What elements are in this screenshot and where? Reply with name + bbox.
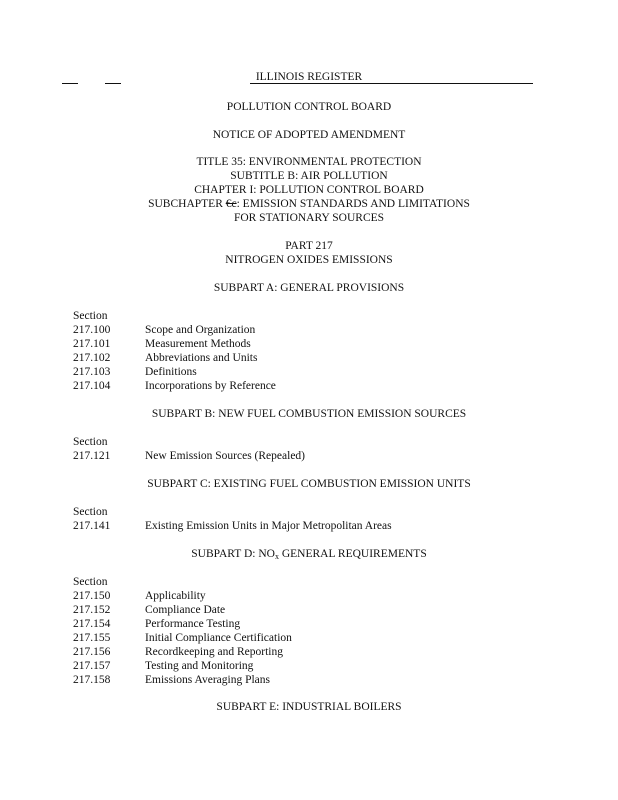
- section-number: 217.102: [73, 352, 111, 364]
- table-row: [73, 603, 553, 617]
- section-title: Recordkeeping and Reporting: [145, 646, 283, 658]
- subpart-d-subscript: x: [274, 552, 279, 561]
- section-title: Applicability: [145, 590, 206, 602]
- subchapter-prefix: SUBCHAPTER: [148, 198, 226, 210]
- subchapter-line: [0, 197, 618, 211]
- table-row: [73, 645, 553, 659]
- section-number: 217.141: [73, 520, 111, 532]
- subpart-a-heading: SUBPART A: GENERAL PROVISIONS: [213, 282, 405, 294]
- section-number: 217.154: [73, 618, 111, 630]
- table-row: [73, 379, 553, 393]
- section-number: 217.104: [73, 380, 111, 392]
- section-number: 217.101: [73, 338, 111, 350]
- table-row: [73, 365, 553, 379]
- table-row: [73, 351, 553, 365]
- subpart-d-title-suffix: GENERAL REQUIREMENTS: [278, 548, 427, 560]
- section-number: 217.152: [73, 604, 111, 616]
- section-number: 217.156: [73, 646, 111, 658]
- chapter-line: CHAPTER I: POLLUTION CONTROL BOARD: [194, 184, 424, 196]
- table-row: [73, 673, 553, 687]
- section-title: Initial Compliance Certification: [145, 632, 292, 644]
- table-row: [73, 519, 553, 533]
- section-label: Section: [73, 310, 108, 322]
- section-title: Definitions: [145, 366, 197, 378]
- board-name: POLLUTION CONTROL BOARD: [226, 101, 392, 113]
- subpart-d-heading: [0, 547, 618, 561]
- section-title: Incorporations by Reference: [145, 380, 276, 392]
- section-label: Section: [73, 576, 108, 588]
- title-line: TITLE 35: ENVIRONMENTAL PROTECTION: [196, 156, 422, 168]
- section-number: 217.157: [73, 660, 111, 672]
- notice-title: NOTICE OF ADOPTED AMENDMENT: [212, 129, 406, 141]
- table-row: [73, 449, 553, 463]
- part-title: NITROGEN OXIDES EMISSIONS: [225, 254, 393, 266]
- section-number: 217.121: [73, 450, 111, 462]
- section-title: Performance Testing: [145, 618, 241, 630]
- table-row: [73, 617, 553, 631]
- subpart-e-heading: SUBPART E: INDUSTRIAL BOILERS: [216, 701, 402, 713]
- subchapter-rest: : EMISSION STANDARDS AND LIMITATIONS: [236, 198, 470, 210]
- table-row: [73, 323, 553, 337]
- section-label: Section: [73, 436, 108, 448]
- register-title: ILLINOIS REGISTER: [255, 71, 363, 83]
- subpart-b-heading: SUBPART B: NEW FUEL COMBUSTION EMISSION SOURCES: [151, 408, 467, 420]
- subchapter-struck-text: €c: [225, 198, 237, 210]
- section-number: 217.150: [73, 590, 111, 602]
- section-title: Testing and Monitoring: [145, 660, 254, 672]
- section-label: Section: [73, 506, 108, 518]
- part-number: PART 217: [285, 240, 333, 252]
- section-number: 217.103: [73, 366, 111, 378]
- section-title: Existing Emission Units in Major Metropolitan Areas: [145, 520, 392, 532]
- section-number: 217.158: [73, 674, 111, 686]
- subpart-c-heading: SUBPART C: EXISTING FUEL COMBUSTION EMISSION UNITS: [147, 478, 471, 490]
- table-row: [73, 631, 553, 645]
- table-row: [73, 337, 553, 351]
- section-number: 217.100: [73, 324, 111, 336]
- register-header: [0, 70, 618, 86]
- section-title: Measurement Methods: [145, 338, 251, 350]
- section-title: Scope and Organization: [145, 324, 256, 336]
- subtitle-line: SUBTITLE B: AIR POLLUTION: [230, 170, 388, 182]
- section-title: New Emission Sources (Repealed): [145, 450, 306, 462]
- section-title: Emissions Averaging Plans: [145, 674, 271, 686]
- section-number: 217.155: [73, 632, 111, 644]
- section-title: Abbreviations and Units: [145, 352, 258, 364]
- section-title: Compliance Date: [145, 604, 226, 616]
- table-row: [73, 659, 553, 673]
- subpart-d-title-prefix: SUBPART D: NO: [191, 548, 275, 560]
- subchapter-line-2: FOR STATIONARY SOURCES: [233, 212, 385, 224]
- table-row: [73, 589, 553, 603]
